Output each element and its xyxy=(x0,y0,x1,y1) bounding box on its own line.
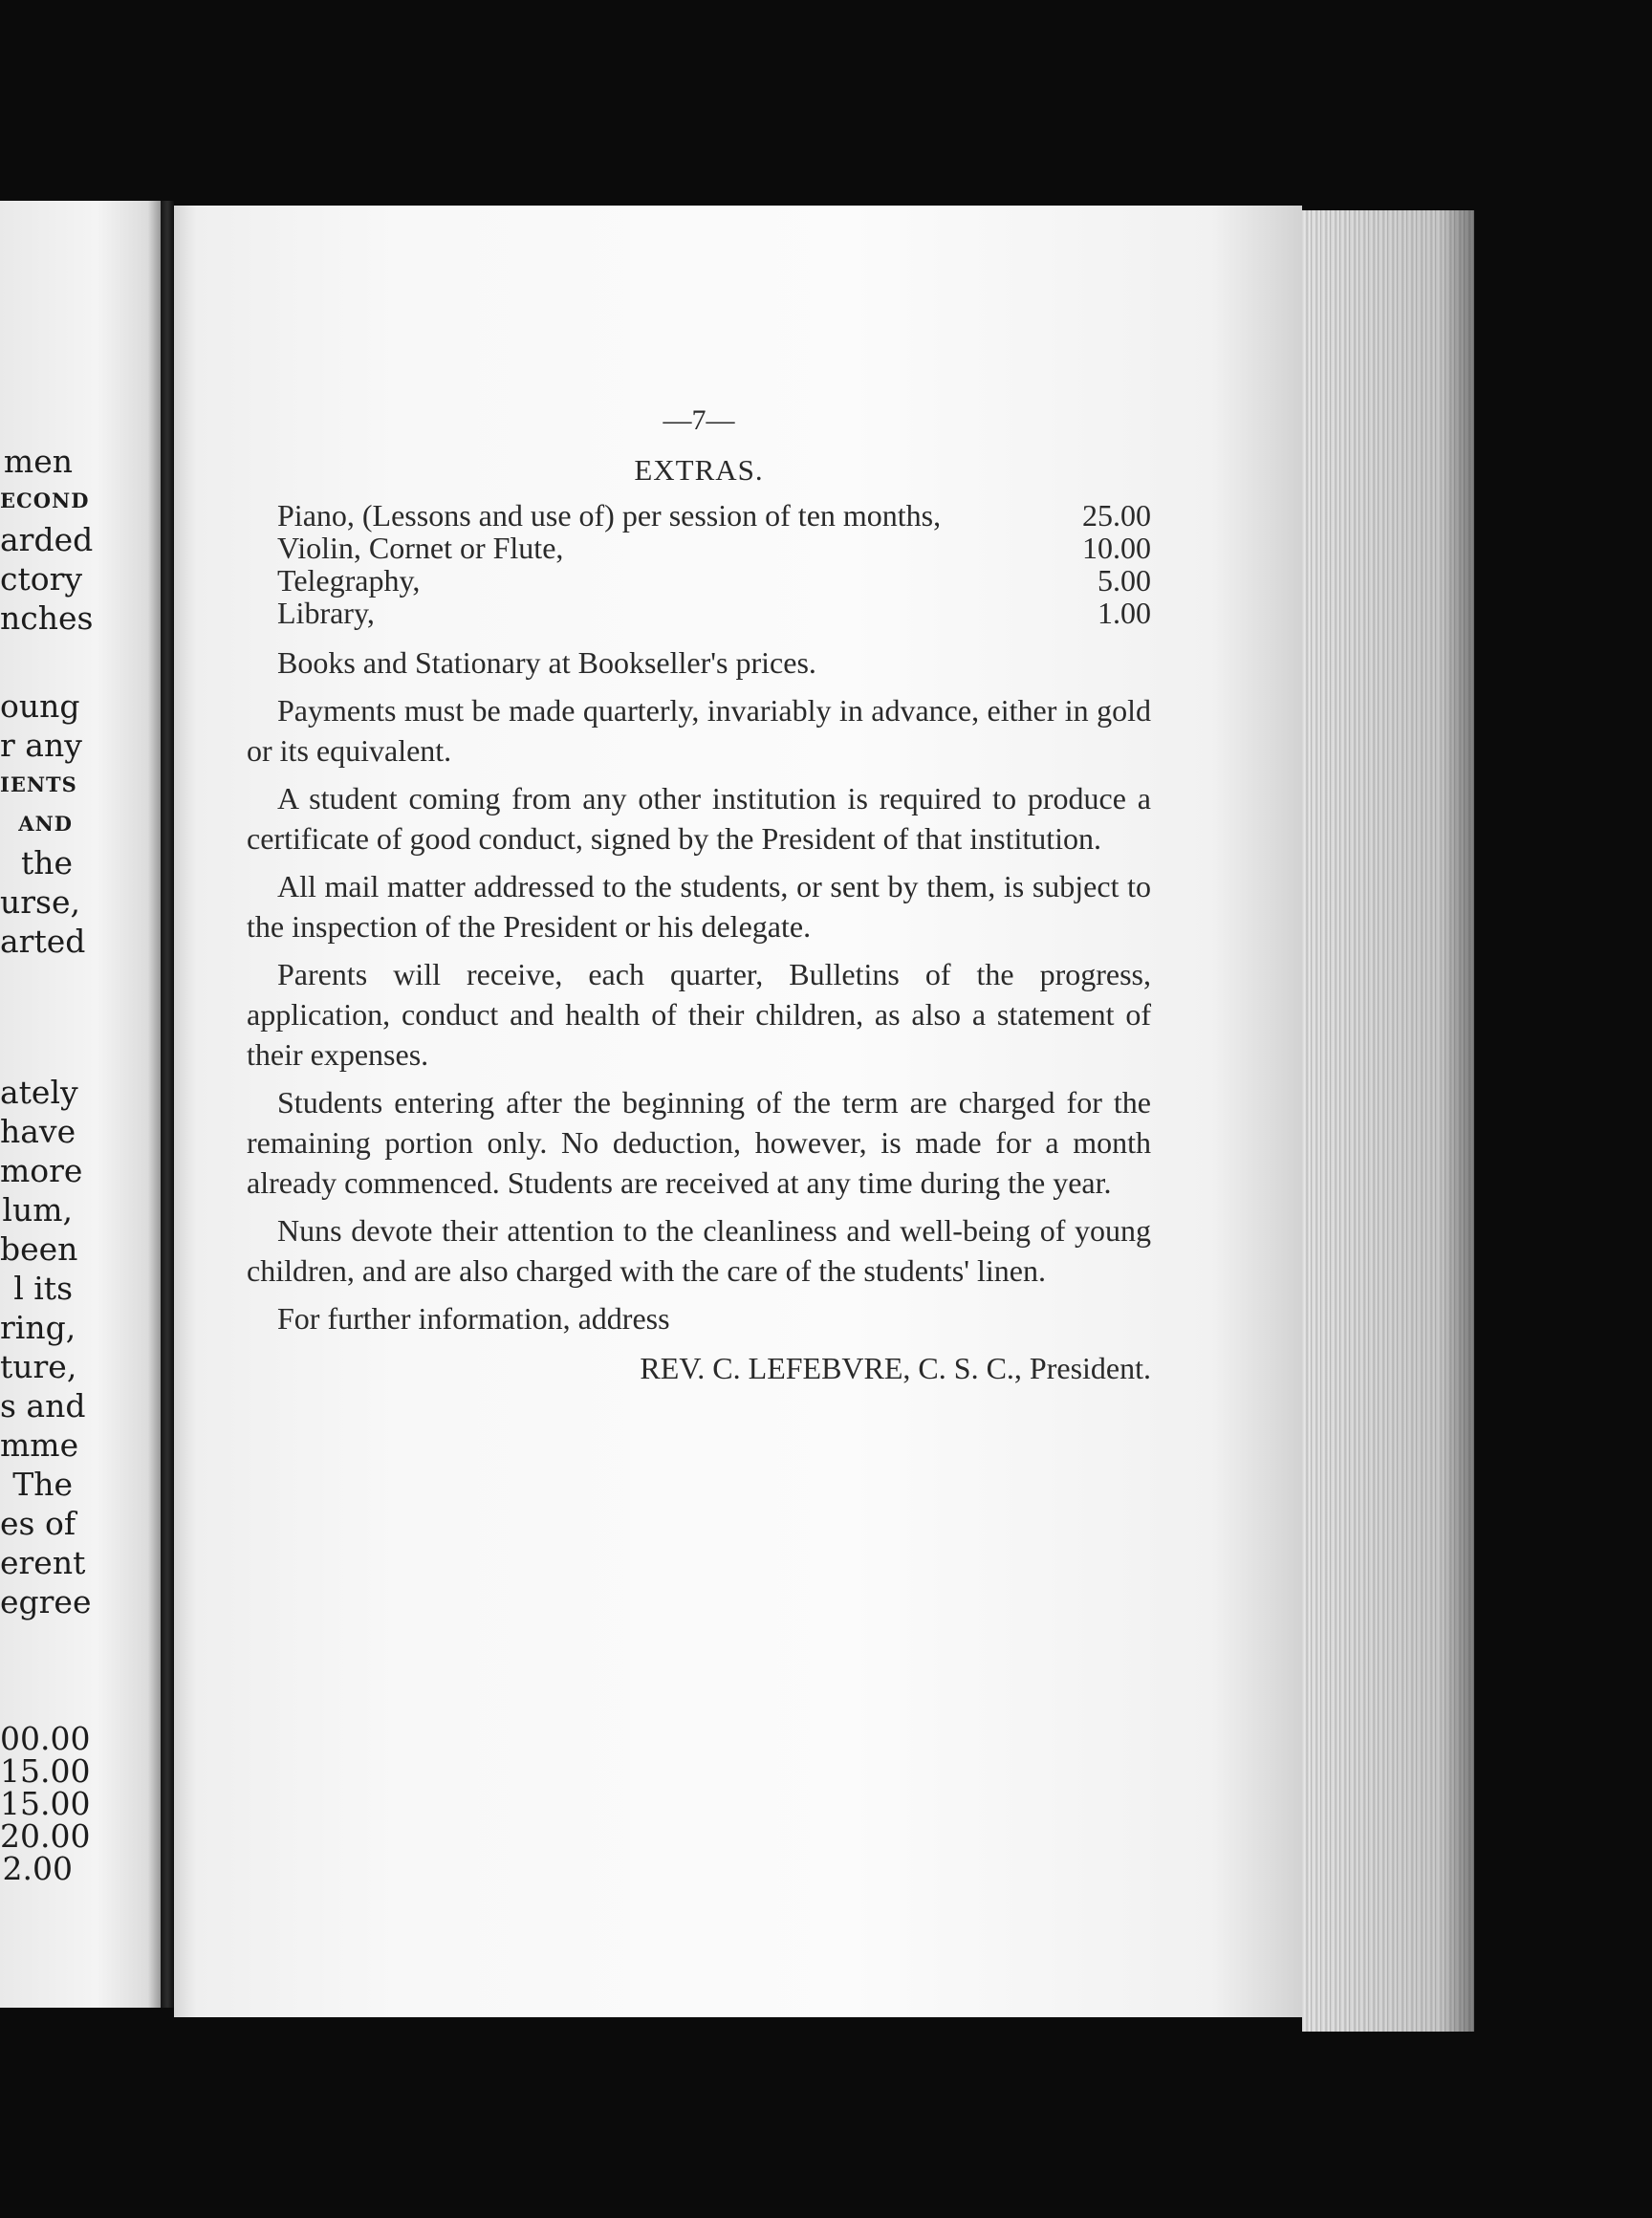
book-gutter xyxy=(161,201,174,2008)
left-page-line: IENTS xyxy=(0,772,77,796)
section-heading: EXTRAS. xyxy=(634,453,764,487)
paragraph-mail: All mail matter addressed to the students, or sent by them, is subject to the inspection of the President or his delegate. xyxy=(247,869,1151,944)
extras-item: Library, xyxy=(277,596,375,630)
left-page-line: arted xyxy=(0,923,86,960)
left-page-line: oung xyxy=(0,687,80,725)
left-page-line: the xyxy=(20,844,73,881)
left-page-line: s and xyxy=(0,1387,86,1424)
paragraph-nuns: Nuns devote their attention to the cleanliness and well-being of young children, and are also charged with the care of the students' linen. xyxy=(247,1213,1151,1288)
extras-price-list xyxy=(277,499,1151,629)
left-page-line: es of xyxy=(0,1505,76,1542)
left-page-line: 00.00 xyxy=(0,1720,91,1757)
extras-row xyxy=(277,532,1151,564)
left-page-line: more xyxy=(0,1152,83,1189)
left-page-line: 15.00 xyxy=(0,1752,91,1790)
left-page-line: The xyxy=(12,1466,73,1503)
extras-price: 10.00 xyxy=(1082,531,1151,565)
left-page-fragment xyxy=(0,201,161,2008)
left-page-line: 15.00 xyxy=(0,1785,91,1822)
page-number: —7— xyxy=(663,404,735,436)
extras-price: 1.00 xyxy=(1098,596,1151,630)
left-page-line: 20.00 xyxy=(0,1817,91,1855)
left-page-line: ately xyxy=(0,1074,78,1111)
extras-row xyxy=(277,597,1151,629)
paragraph-bulletins: Parents will receive, each quarter, Bulletins of the progress, application, conduct and health of their children, as also a statement of their expenses. xyxy=(247,957,1151,1072)
left-page-line: nches xyxy=(0,599,94,637)
left-page-line: urse, xyxy=(0,883,80,921)
page-edges-shadow xyxy=(1302,210,1474,2032)
left-page-line: mme xyxy=(0,1426,79,1464)
left-page-line: lum, xyxy=(2,1191,73,1229)
left-page-line: erent xyxy=(0,1544,86,1581)
extras-price: 5.00 xyxy=(1098,563,1151,598)
extras-price: 25.00 xyxy=(1082,498,1151,533)
signature-line: REV. C. LEFEBVRE, C. S. C., President. xyxy=(640,1351,1151,1385)
paragraph-further-info: For further information, address xyxy=(277,1301,670,1336)
left-page-line: ctory xyxy=(0,560,83,598)
left-page-line: have xyxy=(0,1113,76,1150)
left-page-line: arded xyxy=(0,521,94,558)
left-page-line: men xyxy=(3,443,73,480)
extras-item: Violin, Cornet or Flute, xyxy=(277,531,564,565)
paragraph-books: Books and Stationary at Bookseller's prices. xyxy=(277,645,816,680)
extras-row xyxy=(277,564,1151,597)
left-page-line: ring, xyxy=(0,1309,76,1346)
left-page-line: ECOND xyxy=(0,489,90,512)
left-page-line: r any xyxy=(0,727,82,764)
left-page-line: 2.00 xyxy=(2,1850,73,1887)
left-page-line: l its xyxy=(13,1270,73,1307)
paragraph-transfer-students: A student coming from any other institution is required to produce a certificate of good conduct, signed by the President of that institution. xyxy=(247,781,1151,856)
extras-row xyxy=(277,499,1151,532)
extras-item: Telegraphy, xyxy=(277,563,421,598)
extras-item: Piano, (Lessons and use of) per session of ten months, xyxy=(277,498,942,533)
page-text-column xyxy=(247,402,1151,1388)
paragraph-payments: Payments must be made quarterly, invariably in advance, either in gold or its equivalent. xyxy=(247,693,1151,768)
left-page-line: ture, xyxy=(0,1348,77,1385)
left-page-line: egree xyxy=(0,1583,92,1620)
left-page-line: AND xyxy=(18,812,73,836)
left-page-line: been xyxy=(0,1230,78,1268)
paragraph-late-entry: Students entering after the beginning of the term are charged for the remaining portion only. No deduction, however, is made for a month already commenced. Students are received at any time during the year. xyxy=(247,1085,1151,1200)
